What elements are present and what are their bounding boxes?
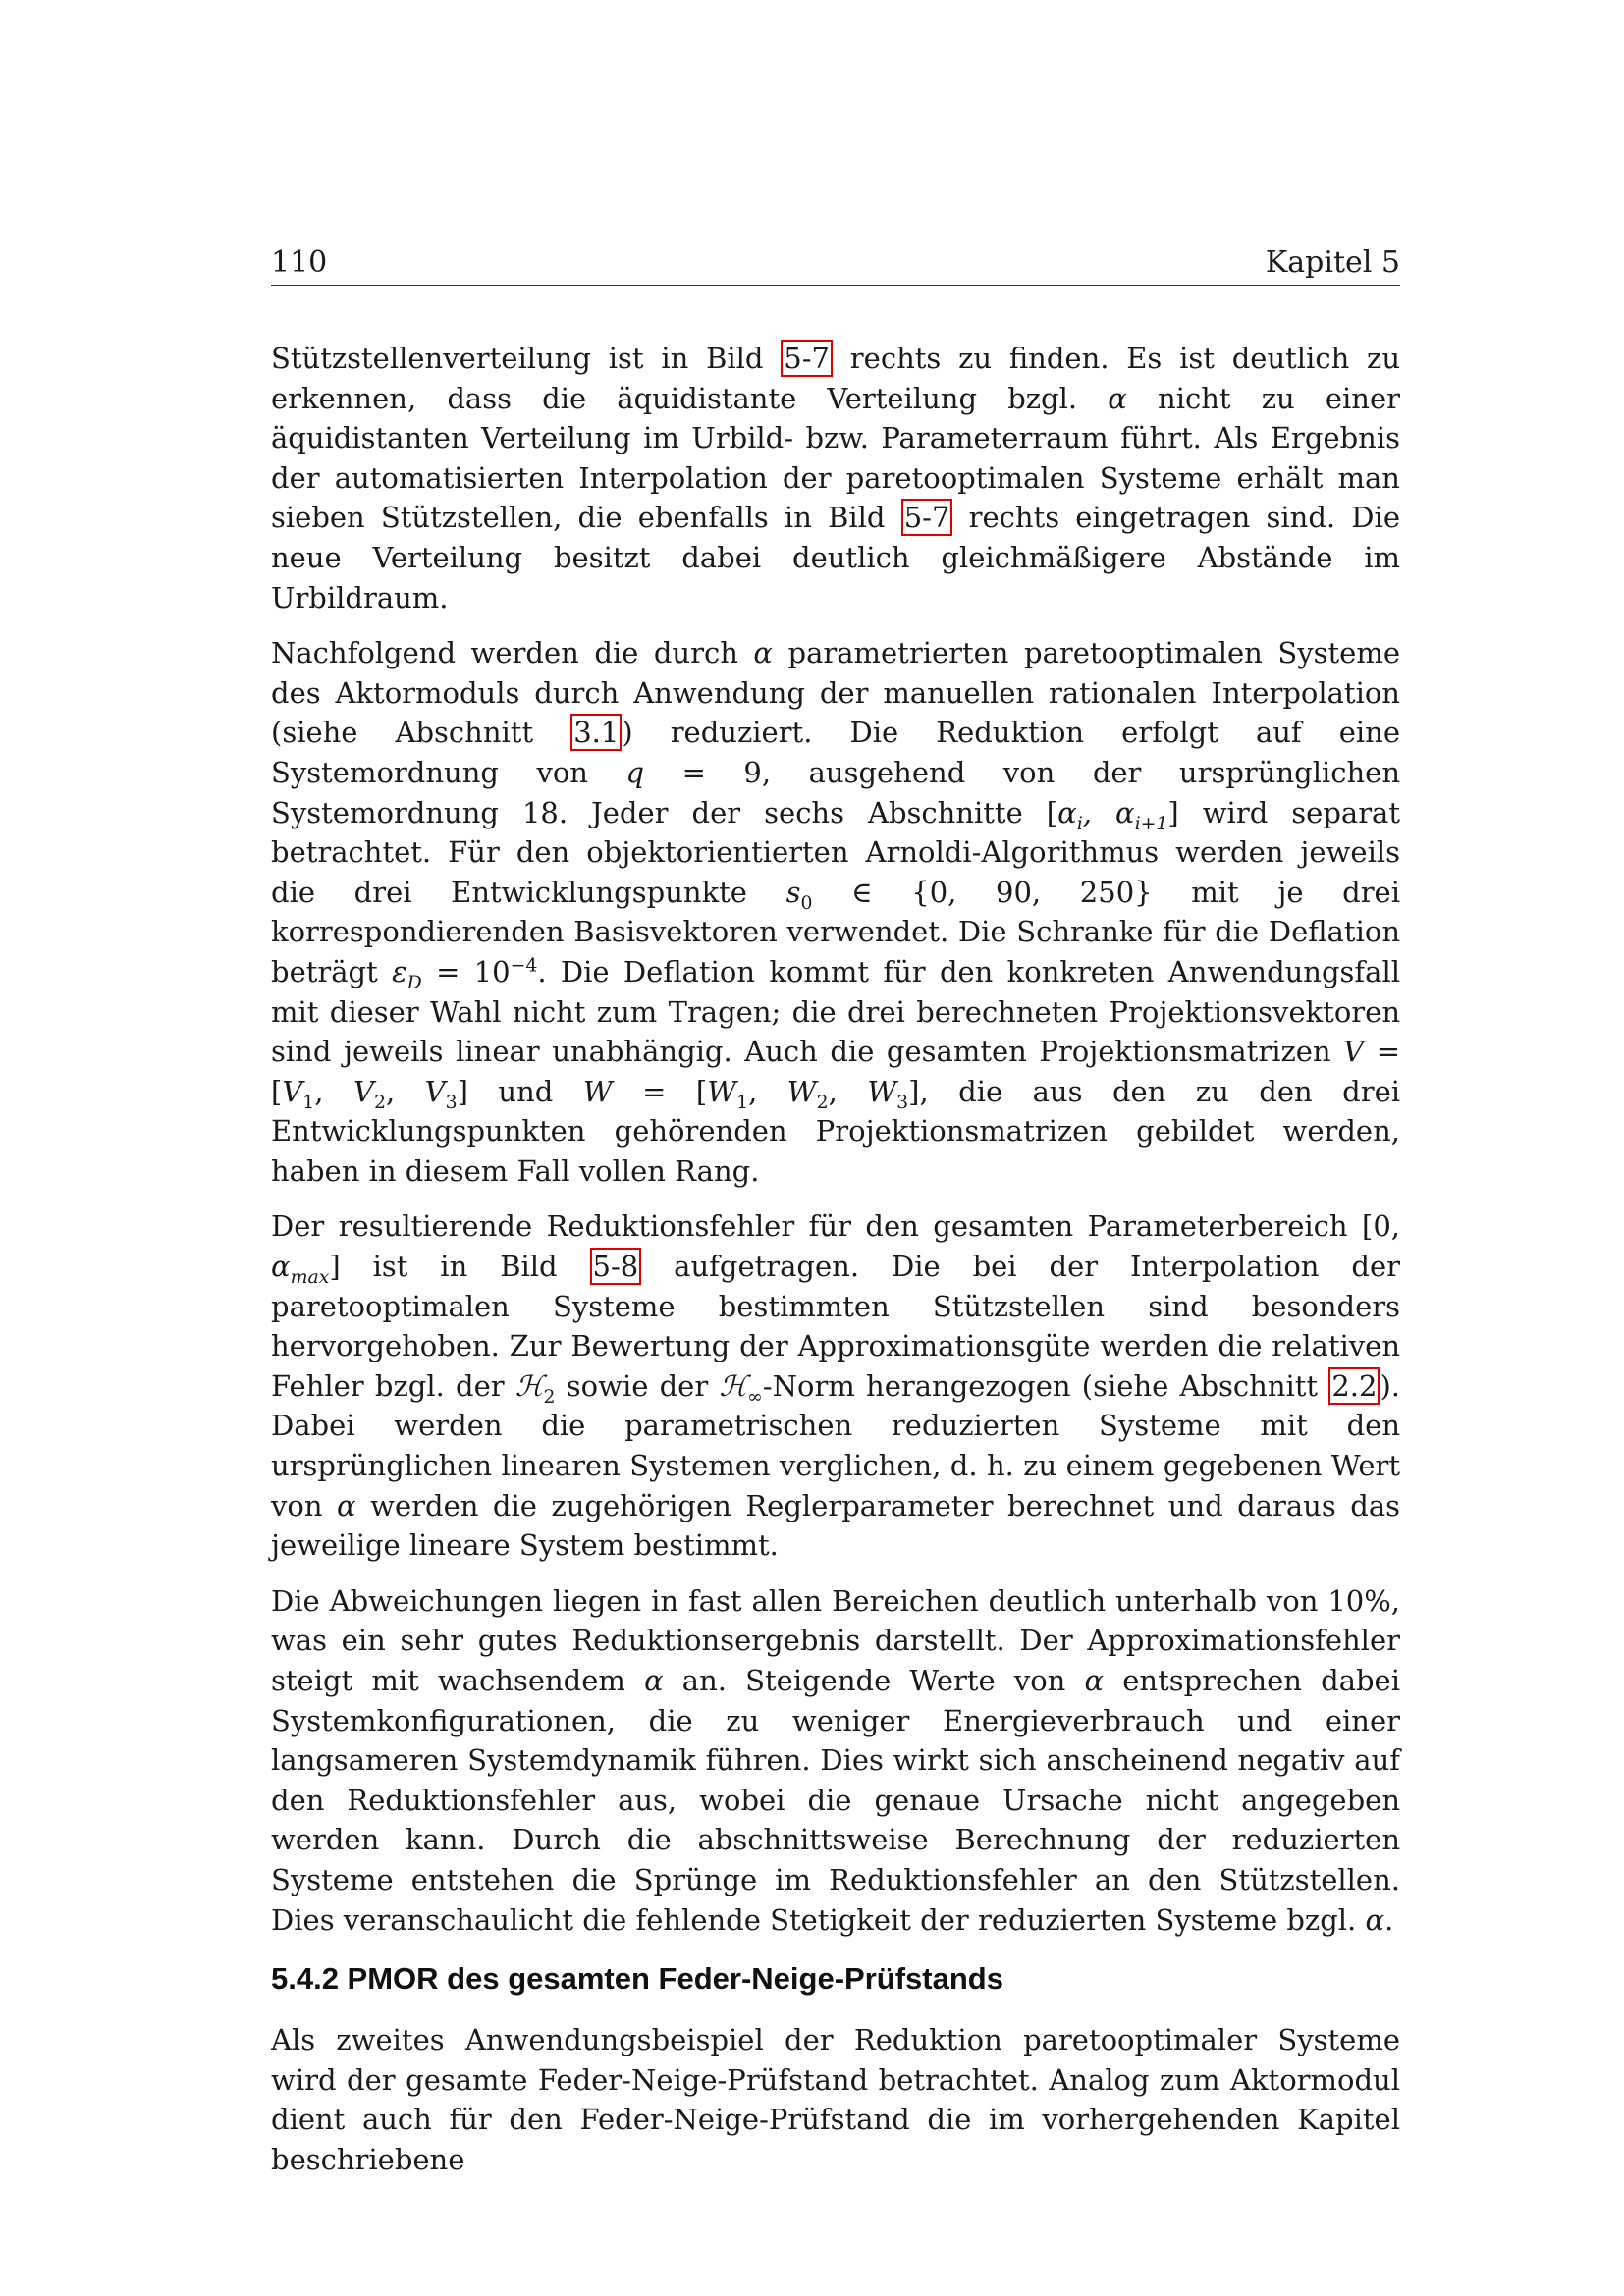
paragraph-2: Nachfolgend werden die durch α parametrierten paretooptimalen Systeme des Aktormoduls durch Anwendung der manuellen rationalen Interpolation (siehe Abschnitt 3.1 ) reduziert. Die Reduktion erfolgt auf eine Systemordnung von q = 9, ausgehend von der ursprünglichen Systemordnung 18. Jeder der sechs Abschnitte [$\alpha_i$, $\alpha_{i+1}$] wird separat betrachtet. Für den objektorientierten Arnoldi-Algorithmus werden jeweils die drei Entwicklungspunkte $s_0$ ∈ {0, 90, 250} mit je drei korrespondierenden Basisvektoren verwendet. Die Schranke für die Deflation beträgt $\varepsilon_D = 10^{-4}$. Die Deflation kommt für den konkreten Anwendungsfall mit dieser Wahl nicht zum Tragen; die drei berechneten Projektionsvektoren sind jeweils linear unabhängig. Auch die gesamten Projektionsmatrizen $V = [V_1$, $V_2$, $V_3$] und $W = [W_1$, $W_2$, $W_3$], die aus den zu den drei Entwicklungspunkten gehörenden Projektionsmatrizen gebildet werden, haben in diesem Fall vollen Rang. <box>271 636 1401 1188</box>
figure-link-5-7[interactable]: 5-7 <box>781 340 833 377</box>
page-body <box>271 339 1400 2196</box>
running-header <box>271 245 1400 286</box>
section-link-3-1[interactable]: 3.1 <box>570 714 622 751</box>
figure-link-5-8[interactable]: 5-8 <box>590 1248 642 1285</box>
chapter-label: Kapitel 5 <box>1265 245 1400 280</box>
section-heading: 5.4.2 PMOR des gesamten Feder-Neige-Prüfstands <box>271 1961 1003 1997</box>
paragraph-5: Als zweites Anwendungsbeispiel der Reduktion paretooptimaler Systeme wird der gesamte Feder-Neige-Prüfstand betrachtet. Analog zum Aktormodul dient auch für den Feder-Neige-Prüfstand die im vorhergehenden Kapitel beschriebene <box>271 2023 1400 2176</box>
section-link-2-2[interactable]: 2.2 <box>1328 1367 1380 1405</box>
paragraph-1: Stützstellenverteilung ist in Bild 5-7 rechts zu finden. Es ist deutlich zu erkennen, dass die äquidistante Verteilung bzgl. α nicht zu einer äquidistanten Verteilung im Urbild- bzw. Parameterraum führt. Als Ergebnis der automatisierten Interpolation der paretooptimalen Systeme erhält man sieben Stützstellen, die ebenfalls in Bild 5-7 rechts eingetragen sind. Die neue Verteilung besitzt dabei deutlich gleichmäßigere Abstände im Urbildraum. <box>271 342 1400 614</box>
paragraph-3: Der resultierende Reduktionsfehler für den gesamten Parameterbereich [0, $\alpha_{max}$] ist in Bild 5-8 aufgetragen. Die bei der Interpolation der paretooptimalen Systeme bestimmten Stützstellen sind besonders hervorgehoben. Zur Bewertung der Approximationsgüte werden die relativen Fehler bzgl. der ℋ$_2$ sowie der ℋ$_\infty$-Norm herangezogen (siehe Abschnitt 2.2 ). Dabei werden die parametrischen reduzierten Systeme mit den ursprünglichen linearen Systemen verglichen, d. h. zu einem gegebenen Wert von α werden die zugehörigen Reglerparameter berechnet und daraus das jeweilige lineare System bestimmt. <box>271 1209 1401 1563</box>
page-number: 110 <box>271 245 328 280</box>
figure-link-5-7[interactable]: 5-7 <box>901 499 953 536</box>
paragraph-4: Die Abweichungen liegen in fast allen Bereichen deutlich unterhalb von 10%, was ein sehr gutes Reduktionsergebnis darstellt. Der Approximationsfehler steigt mit wachsendem α an. Steigende Werte von α entsprechen dabei Systemkonfigurationen, die zu weniger Energieverbrauch und einer langsameren Systemdynamik führen. Dies wirkt sich anscheinend negativ auf den Reduktionsfehler aus, wobei die genaue Ursache nicht angegeben werden kann. Durch die abschnittsweise Berechnung der reduzierten Systeme entstehen die Sprünge im Reduktionsfehler an den Stützstellen. Dies veranschaulicht die fehlende Stetigkeit der reduzierten Systeme bzgl. α. <box>271 1583 1400 1937</box>
